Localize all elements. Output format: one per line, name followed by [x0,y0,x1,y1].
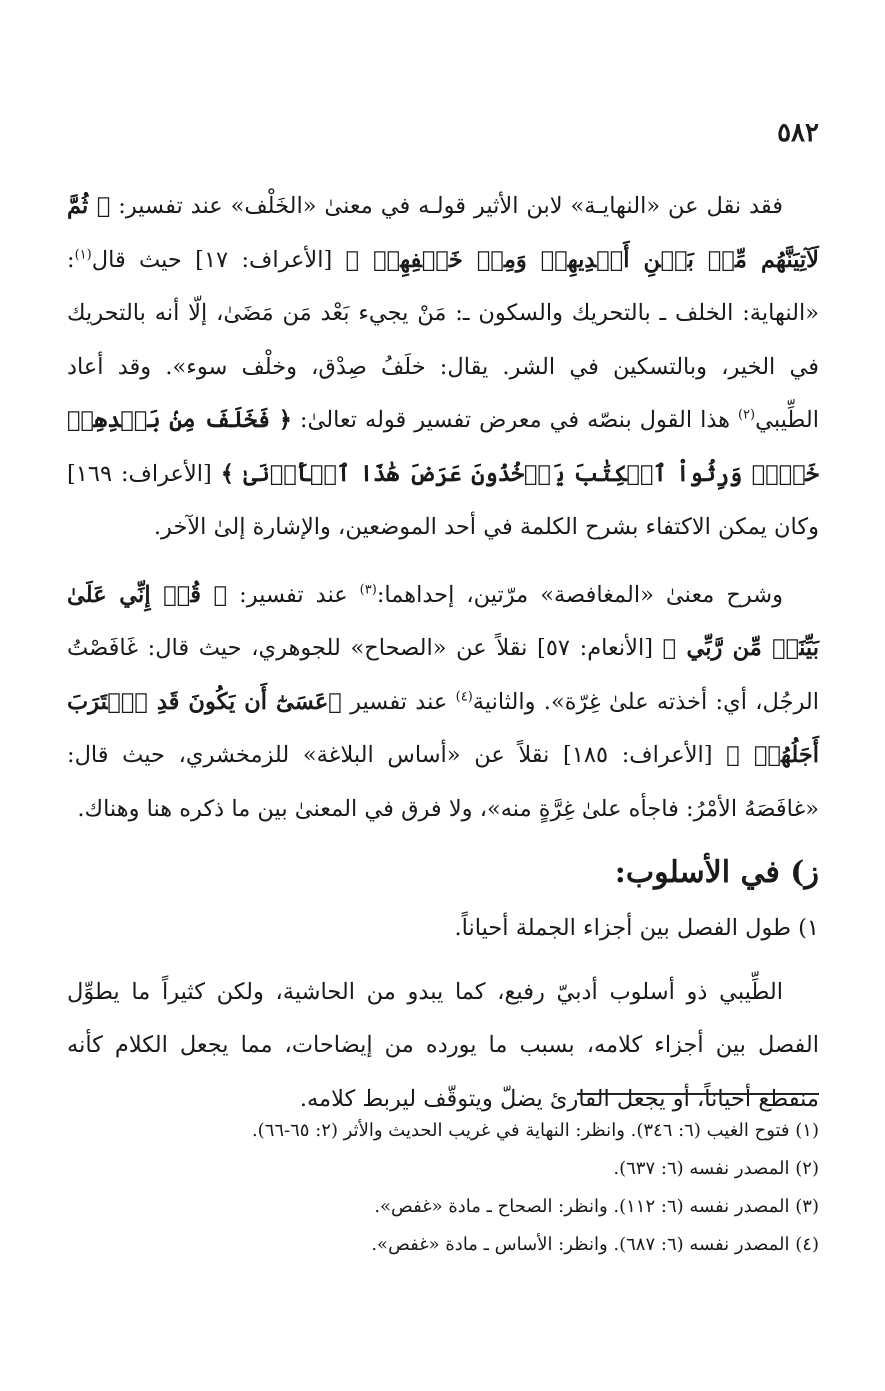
footnote-ref-4[interactable]: (٤) [455,689,473,704]
text-run: هذا القول بنصّه في معرض تفسير قوله تعالىٰ: [291,407,738,433]
quran-verse: ﴿ ثُمَّ لَآتِيَنَّهُم مِّنۢ بَيۡنِ أَيۡدِيهِمۡ وَمِنۡ خَلۡفِهِمۡ ﴾ [67,193,819,273]
section-heading-style: ز) في الأسلوب: [614,855,819,890]
text-run: عند تفسير [341,688,456,715]
page-number: ٥٨٢ [777,118,819,148]
footnote-1: (١) فتوح الغيب (٦: ٣٤٦). وانظر: النهاية في غريب الحديث والأثر (٢: ٦٥-٦٦). [251,1120,819,1141]
paragraph-mughafasa [67,569,819,837]
footnote-ref-2[interactable]: (٢) [737,407,756,423]
quran-verse: ﴿عَسَىٰٓ أَن يَكُونَ قَدِ ٱقۡتَرَبَ أَجَلُهُمۡ ﴾ [67,688,820,768]
paragraph-style: الطِّيبي ذو أسلوب أدبيّ رفيع، كما يبدو من الحاشية، ولكن كثيراً ما يطوِّل الفصل بين أجزاء كلامه، بسبب ما يورده من إيضاحات، مما يجعل الكلام كأنه منقطع أحياناً، أو يجعل القارئ يضلّ ويتوقّف ليربط كلامه. [67,978,819,1112]
quran-verse: ﴿ قُلۡ إِنِّي عَلَىٰ بَيِّنَةٖ مِّن رَّبِّي ﴾ [67,581,819,661]
text-run: [الأنعام: ٥٧] نقلاً عن «الصحاح» للجوهري، حيث قال: غَافَصْتُ الرجُل، أي: أخذته علىٰ غِرّة». والثانية [67,635,819,715]
quran-verse: ﴿ فَخَلَفَ مِنۢ بَعۡدِهِمۡ خَلۡفٞ وَرِثُواْ ٱلۡكِتَٰبَ يَأۡخُذُونَ عَرَضَ هَٰذَا ٱلۡأَدۡنَىٰ ﴾ [67,407,819,487]
paragraph-khalf [67,180,819,555]
footnote-2: (٢) المصدر نفسه (٦: ٦٣٧). [613,1158,819,1179]
text-run: [الأعراف: ١٨٥] نقلاً عن «أساس البلاغة» للزمخشري، حيث قال: «غافَصَهُ الأمْرُ: فاجأه علىٰ غِرَّةٍ منه»، ولا فرق في المعنىٰ بين ما ذكره هنا وهناك. [67,742,819,822]
sub-item-1: ١) طول الفصل بين أجزاء الجملة أحياناً. [454,915,819,941]
text-run: عند تفسير: [227,581,360,608]
text-run: [الأعراف: ١٧] حيث قال [91,246,346,273]
main-text [67,180,819,1138]
footnote-4: (٤) المصدر نفسه (٦: ٦٨٧). وانظر: الأساس ـ مادة «غفص». [371,1234,819,1255]
footnote-divider [577,1093,819,1095]
text-run: : «النهاية: الخلف ـ بالتحريك والسكون ـ: مَنْ يجيء بَعْد مَن مَضَىٰ، إلّا أنه بالتحريك في الخير، وبالتسكين في الشر. يقال: خلَفُ صِدْق، وخلْف سوء». وقد أعاد الطِّيبي [67,246,819,433]
text-run: [الأعراف: ١٦٩] وكان يمكن الاكتفاء بشرح الكلمة في أحد الموضعين، والإشارة إلىٰ الآخر. [67,460,819,540]
text-run: وشرح معنىٰ «المغافصة» مرّتين، إحداهما: [376,581,783,608]
footnote-3: (٣) المصدر نفسه (٦: ١١٢). وانظر: الصحاح ـ مادة «غفص». [374,1196,819,1217]
footnote-ref-1[interactable]: (١) [74,247,92,262]
footnote-ref-3[interactable]: (٣) [359,582,377,597]
text-run: فقد نقل عن «النهايـة» لابن الأثير قولـه في معنىٰ «الخَلْف» عند تفسير: [110,193,783,219]
footnotes [67,1112,819,1264]
